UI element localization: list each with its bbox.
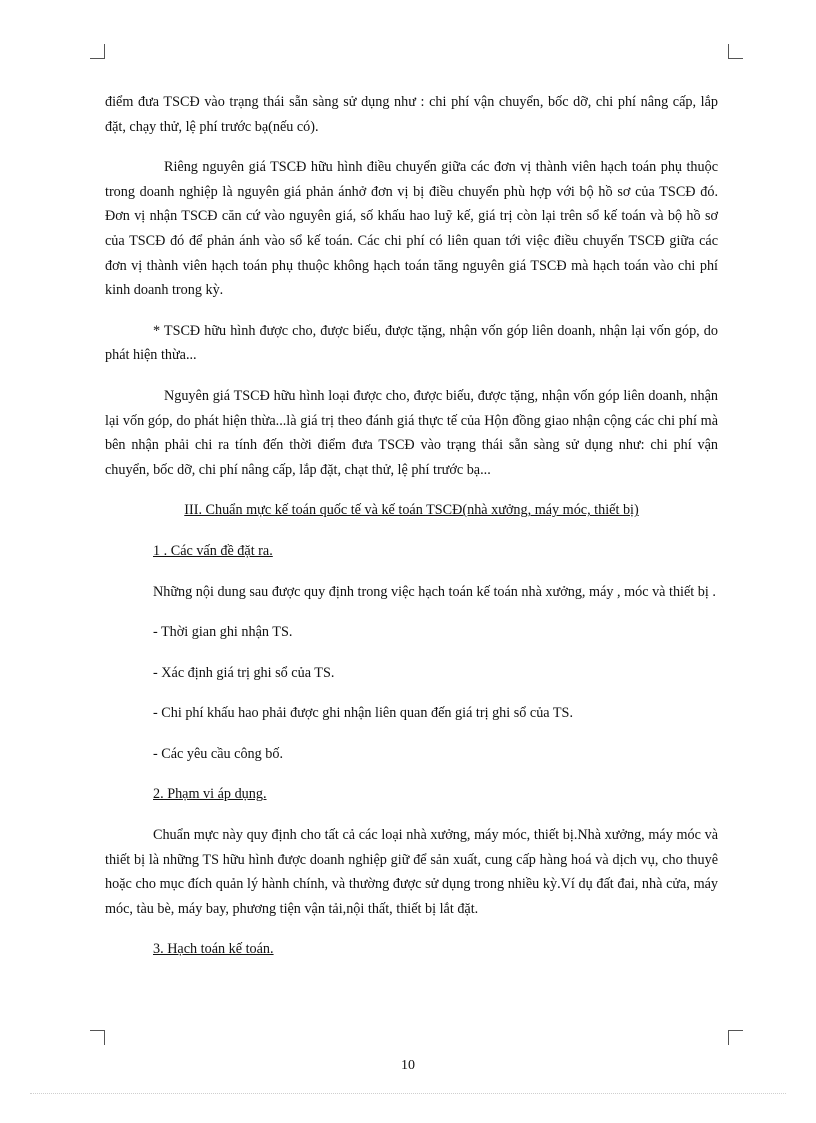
paragraph-issues-intro: Những nội dung sau được quy định trong việc hạch toán kế toán nhà xưởng, máy , móc và thiết bị . [153,583,716,600]
subheading-accounting-text: 3. Hạch toán kế toán. [153,941,274,958]
section-heading-text: III. Chuẩn mực kế toán quốc tế và kế toán TSCĐ(nhà xưởng, máy móc, thiết bị) [184,502,639,519]
list-item: - Chi phí khấu hao phải được ghi nhận liên quan đến giá trị ghi sổ của TS. [153,705,573,722]
paragraph-continuation: điểm đưa TSCĐ vào trạng thái sẵn sàng sử dụng như : chi phí vận chuyển, bốc dỡ, chi phí nâng cấp, lắp đặt, chạy thử, lệ phí trước bạ(nếu có). [105,94,718,135]
paragraph-donated-assets: Nguyên giá TSCĐ hữu hình loại được cho, được biếu, được tặng, nhận vốn góp liên doanh, nhận lại vốn góp, do phát hiện thừa...là giá trị theo đánh giá thực tế của Hộn đồng giao nhận cộng các chi phí mà bên nhận phải chi ra tính đến thời điểm đưa TSCĐ vào trạng thái sẵn sàng sử dụng như: chi phí vận chuyển, bốc dỡ, chi phí nâng cấp, lắp đặt, chạt thử, lệ phí trước bạ... [105,387,718,478]
page-body [105,90,718,978]
page-number: 10 [401,1058,415,1073]
crop-mark-top-left [90,44,105,59]
subheading-scope [105,782,718,807]
subheading-issues [105,539,718,564]
paragraph-scope: Chuẩn mực này quy định cho tất cả các loại nhà xưởng, máy móc, thiết bị.Nhà xưởng, máy móc và thiết bị là những TS hữu hình được doanh nghiệp giữ để sản xuất, cung cấp hàng hoá và dịch vụ, cho thuyê hoặc cho mục đích quản lý hành chính, và thường được sử dụng trong nhiều kỳ.Ví dụ đất đai, nhà cửa, máy móc, tàu bè, máy bay, phương tiện vận tải,nội thất, thiết bị lắt đặt. [105,827,718,917]
paragraph-internal-transfer: Riêng nguyên giá TSCĐ hữu hình điều chuyển giữa các đơn vị thành viên hạch toán phụ thuộc trong doanh nghiệp là nguyên giá phản ánhở đơn vị bị điều chuyển phù hợp với bộ hồ sơ của TSCĐ đó. Đơn vị nhận TSCĐ căn cứ vào nguyên giá, số khấu hao luỹ kế, giá trị còn lại trên sổ kế toán và bộ hồ sơ của TSCĐ đó để phản ánh vào sổ kế toán. Các chi phí có liên quan tới việc điều chuyển TSCĐ giữa các đơn vị thành viên hạch toán phụ thuộc không hạch toán tăng nguyên giá TSCĐ mà hạch toán vào chi phí kinh doanh trong kỳ. [105,159,718,299]
page-bottom-divider [30,1093,786,1094]
crop-mark-top-right [728,44,743,59]
list-item: - Thời gian ghi nhận TS. [153,624,293,641]
crop-mark-bottom-right [728,1030,743,1045]
subheading-issues-text: 1 . Các vấn đề đặt ra. [153,542,273,559]
subheading-scope-text: 2. Phạm vi áp dụng. [153,786,267,803]
paragraph-donated-assets-heading: * TSCĐ hữu hình được cho, được biếu, được tặng, nhận vốn góp liên doanh, nhận lại vốn góp, do phát hiện thừa... [105,322,718,364]
list-item: - Các yêu cầu công bố. [153,745,284,762]
section-heading [105,498,718,523]
list-item: - Xác định giá trị ghi sổ của TS. [153,664,335,681]
crop-mark-bottom-left [90,1030,105,1045]
subheading-accounting [105,937,718,962]
